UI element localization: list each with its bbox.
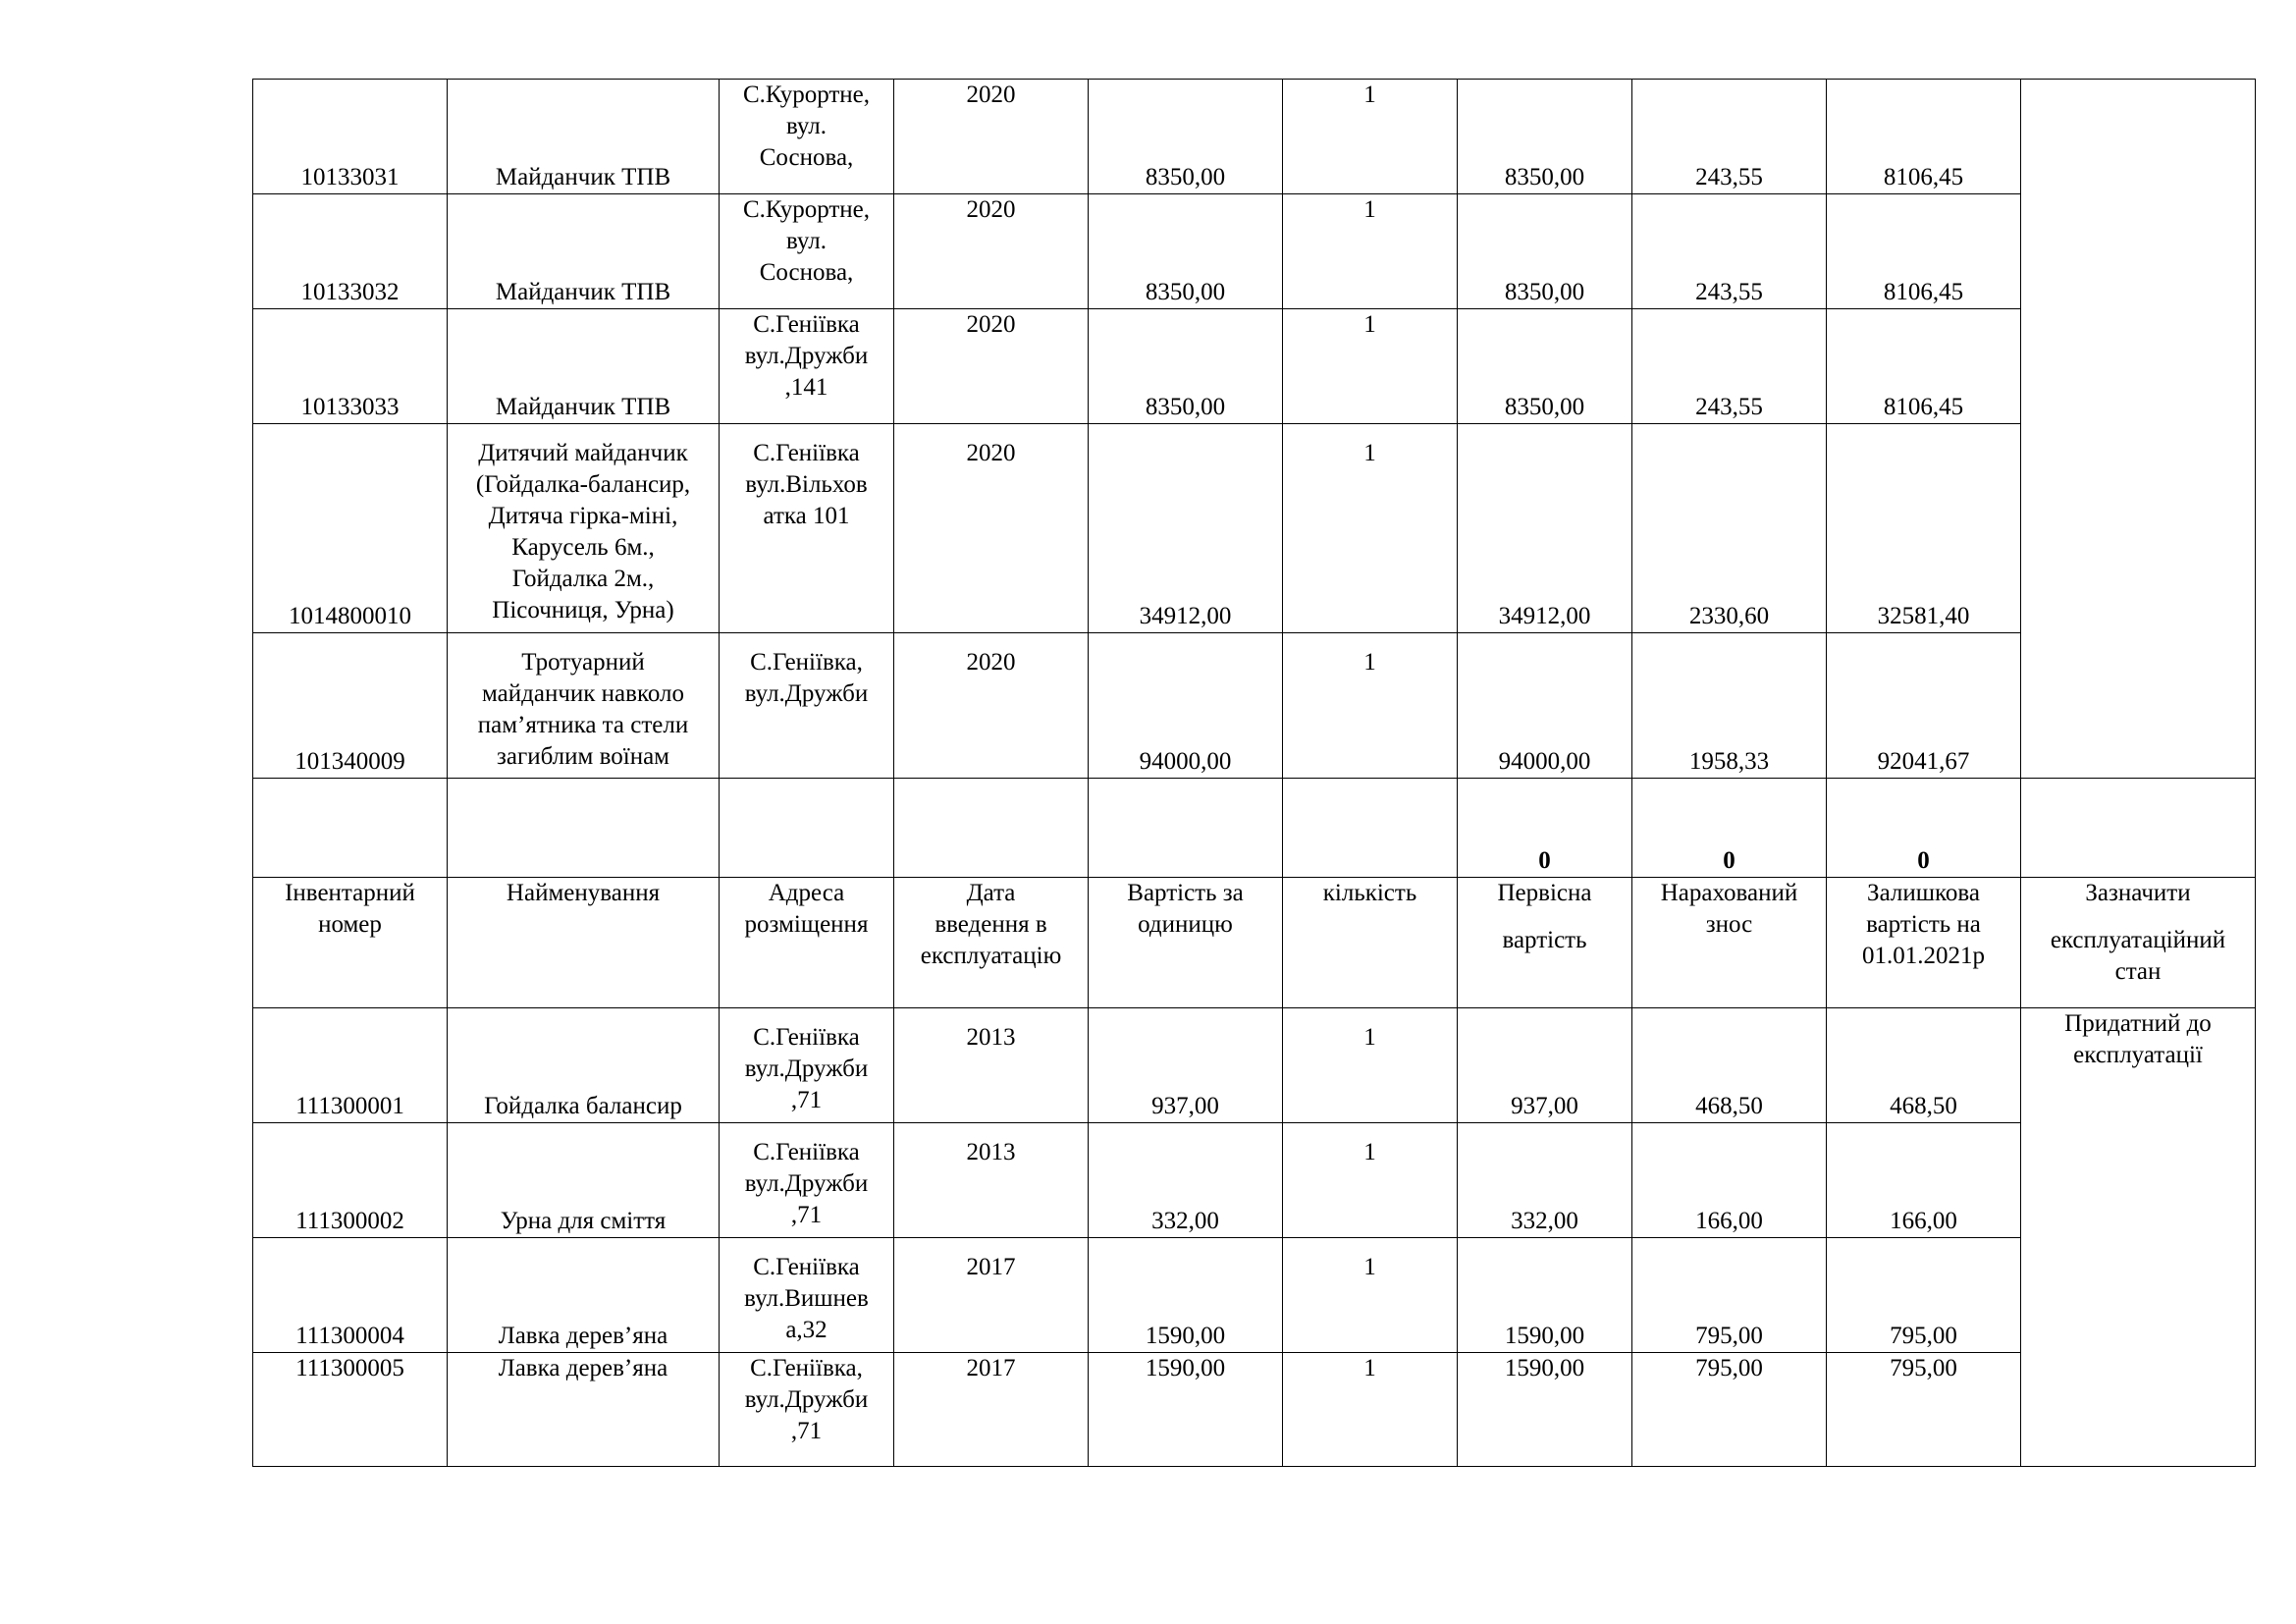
inventory-number: 111300001 — [295, 1093, 404, 1119]
table-row — [253, 194, 2256, 309]
residual-value: 468,50 — [1890, 1093, 1957, 1119]
commission-date: 2020 — [966, 311, 1016, 338]
initial-value: 332,00 — [1511, 1208, 1578, 1234]
unit-price: 1590,00 — [1145, 1323, 1226, 1349]
quantity: 1 — [1363, 649, 1376, 676]
residual-value: 8106,45 — [1883, 394, 1964, 420]
table-row — [253, 309, 2256, 424]
unit-price: 8350,00 — [1145, 394, 1226, 420]
address: С.Геніївка, вул.Дружби — [744, 649, 869, 707]
inventory-number: 101340009 — [294, 748, 405, 775]
header-row — [253, 878, 2256, 1008]
initial-value: 1590,00 — [1458, 1353, 1632, 1467]
commission-date: 2020 — [966, 81, 1016, 108]
header-commission-date: Дата введення в експлуатацію — [894, 878, 1089, 1008]
total-residual-value: 0 — [1917, 847, 1930, 874]
residual-value: 166,00 — [1890, 1208, 1957, 1234]
item-name: Дитячий майданчик (Гойдалка-балансир, Дитяча гірка-міні, Карусель 6м., Гойдалка 2м., Пісочниця, Урна) — [475, 440, 691, 623]
depreciation: 1958,33 — [1688, 748, 1770, 775]
header-address: Адреса розміщення — [720, 878, 894, 1008]
item-name: Майданчик ТПВ — [495, 164, 671, 190]
unit-price: 937,00 — [1151, 1093, 1219, 1119]
table-row — [253, 633, 2256, 779]
item-name: Майданчик ТПВ — [495, 394, 671, 420]
item-name: Лавка дерев’яна — [498, 1323, 668, 1349]
address: С.Курортне, вул. Соснова, — [742, 196, 871, 286]
depreciation: 2330,60 — [1688, 603, 1770, 629]
depreciation: 468,50 — [1695, 1093, 1763, 1119]
table-row — [253, 1353, 2256, 1467]
depreciation: 166,00 — [1695, 1208, 1763, 1234]
table-row — [253, 1123, 2256, 1238]
item-name: Майданчик ТПВ — [495, 279, 671, 305]
quantity: 1 — [1363, 440, 1376, 466]
initial-value: 937,00 — [1511, 1093, 1578, 1119]
quantity: 1 — [1363, 1254, 1376, 1280]
commission-date: 2020 — [966, 649, 1016, 676]
item-name: Гойдалка балансир — [484, 1093, 682, 1119]
quantity: 1 — [1283, 1353, 1458, 1467]
initial-value: 8350,00 — [1504, 394, 1585, 420]
quantity: 1 — [1363, 311, 1376, 338]
header-depreciation: Нарахований знос — [1632, 878, 1827, 1008]
commission-date: 2017 — [894, 1353, 1089, 1467]
header-condition: Зазначити експлуатаційний стан — [2021, 878, 2256, 1008]
inventory-number: 1014800010 — [289, 603, 411, 629]
residual-value: 92041,67 — [1877, 748, 1970, 775]
depreciation: 795,00 — [1632, 1353, 1827, 1467]
quantity: 1 — [1363, 81, 1376, 108]
commission-date: 2013 — [966, 1024, 1016, 1051]
header-unit-price: Вартість за одиницю — [1089, 878, 1283, 1008]
table-row — [253, 1008, 2256, 1123]
commission-date: 2020 — [966, 440, 1016, 466]
unit-price: 34912,00 — [1139, 603, 1232, 629]
inventory-number: 10133032 — [300, 279, 400, 305]
depreciation: 795,00 — [1695, 1323, 1763, 1349]
residual-value: 8106,45 — [1883, 164, 1964, 190]
initial-value: 94000,00 — [1498, 748, 1591, 775]
condition-status: Придатний до експлуатації — [2021, 1008, 2256, 1467]
unit-price: 8350,00 — [1145, 279, 1226, 305]
quantity: 1 — [1363, 1024, 1376, 1051]
table-row — [253, 1238, 2256, 1353]
total-depreciation: 0 — [1723, 847, 1735, 874]
depreciation: 243,55 — [1695, 394, 1763, 420]
inventory-number: 111300004 — [295, 1323, 404, 1349]
header-quantity: кількість — [1283, 878, 1458, 1008]
initial-value: 34912,00 — [1498, 603, 1591, 629]
header-initial-value: Первісна вартість — [1458, 878, 1632, 1008]
residual-value: 795,00 — [1890, 1323, 1957, 1349]
inventory-number: 111300002 — [295, 1208, 404, 1234]
header-residual-value: Залишкова вартість на 01.01.2021р — [1827, 878, 2021, 1008]
unit-price: 8350,00 — [1145, 164, 1226, 190]
inventory-table — [252, 79, 2256, 1467]
address: С.Геніївка вул.Дружби ,71 — [744, 1024, 869, 1113]
unit-price: 332,00 — [1151, 1208, 1219, 1234]
item-name: Лавка дерев’яна — [448, 1353, 720, 1467]
inventory-number: 10133033 — [300, 394, 400, 420]
depreciation: 243,55 — [1695, 164, 1763, 190]
quantity: 1 — [1363, 196, 1376, 223]
residual-value: 8106,45 — [1883, 279, 1964, 305]
commission-date: 2020 — [966, 196, 1016, 223]
initial-value: 1590,00 — [1504, 1323, 1585, 1349]
unit-price: 1590,00 — [1089, 1353, 1283, 1467]
table-row — [253, 424, 2256, 633]
address: С.Геніївка вул.Дружби ,71 — [744, 1139, 869, 1228]
commission-date: 2013 — [966, 1139, 1016, 1165]
address: С.Геніївка вул.Вишнев а,32 — [744, 1254, 869, 1343]
table-row — [253, 80, 2256, 194]
item-name: Тротуарний майданчик навколо пам’ятника та стели загиблим воїнам — [477, 649, 689, 770]
residual-value: 795,00 — [1827, 1353, 2021, 1467]
depreciation: 243,55 — [1695, 279, 1763, 305]
header-name: Найменування — [448, 878, 720, 1008]
item-name: Урна для сміття — [500, 1208, 667, 1234]
address: С.Геніївка вул.Дружби ,141 — [744, 311, 869, 401]
inventory-number: 10133031 — [300, 164, 400, 190]
initial-value: 8350,00 — [1504, 279, 1585, 305]
residual-value: 32581,40 — [1877, 603, 1970, 629]
address: С.Геніївка, вул.Дружби ,71 — [720, 1353, 894, 1467]
total-initial-value: 0 — [1538, 847, 1551, 874]
address: С.Курортне, вул. Соснова, — [742, 81, 871, 171]
address: С.Геніївка вул.Вільхов атка 101 — [745, 440, 868, 529]
quantity: 1 — [1363, 1139, 1376, 1165]
commission-date: 2017 — [966, 1254, 1016, 1280]
unit-price: 94000,00 — [1139, 748, 1232, 775]
condition-cell-empty — [2021, 80, 2256, 779]
inventory-number: 111300005 — [253, 1353, 448, 1467]
header-inventory-number: Інвентарний номер — [253, 878, 448, 1008]
initial-value: 8350,00 — [1504, 164, 1585, 190]
totals-row — [253, 779, 2256, 878]
